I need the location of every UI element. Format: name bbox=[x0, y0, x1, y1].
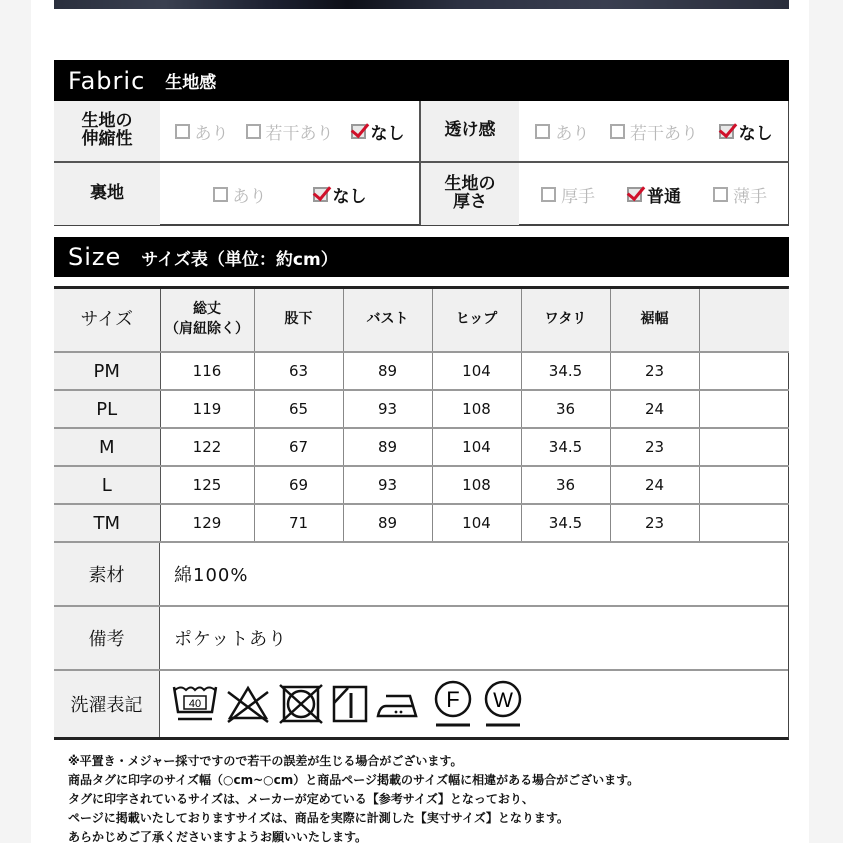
label-line: 伸縮性 bbox=[81, 129, 133, 149]
col-header-length bbox=[160, 289, 254, 352]
size-title-en: Size bbox=[68, 243, 122, 271]
product-photo-bottom-edge bbox=[54, 0, 789, 9]
fabric-options bbox=[160, 101, 419, 161]
col-header-hip: ヒップ bbox=[432, 289, 521, 352]
fabric-label-lining bbox=[54, 163, 160, 225]
remarks-row bbox=[54, 607, 788, 671]
col-header-bust: バスト bbox=[343, 289, 432, 352]
cell-thigh: 36 bbox=[521, 466, 610, 504]
cell-inseam: 71 bbox=[254, 504, 343, 542]
label-line: 裏地 bbox=[90, 183, 124, 204]
cell-hem: 23 bbox=[610, 428, 699, 466]
note-line: ※平置き・メジャー採寸ですので若干の誤差が生じる場合がございます。 bbox=[68, 754, 463, 768]
note-line: 商品タグに印字のサイズ幅（○cm~○cm）と商品ページ掲載のサイズ幅に相違がある場合がございます。 bbox=[68, 773, 640, 787]
label-line: 生地の bbox=[444, 174, 496, 195]
option-label: なし bbox=[332, 186, 367, 207]
product-info-table bbox=[54, 543, 789, 740]
fabric-label-stretch bbox=[54, 101, 160, 161]
table-row bbox=[54, 390, 789, 428]
checkbox-unchecked-icon bbox=[713, 187, 728, 202]
fabric-grid bbox=[54, 101, 789, 226]
fabric-options bbox=[519, 163, 789, 225]
care-label: 洗濯表記 bbox=[54, 671, 160, 737]
fabric-cell-sheerness bbox=[421, 101, 789, 161]
option-normal bbox=[627, 182, 681, 207]
option-label: なし bbox=[370, 123, 405, 144]
cell-length: 122 bbox=[160, 428, 254, 466]
option-label: あり bbox=[194, 123, 229, 144]
option-stretch-slight bbox=[246, 119, 334, 144]
note-line: ページに掲載いたしておりますサイズは、商品を実際に計測した【実寸サイズ】となります。 bbox=[68, 811, 569, 825]
care-row bbox=[54, 671, 788, 737]
checkbox-unchecked-icon bbox=[213, 187, 228, 202]
option-sheer-slight bbox=[610, 119, 698, 144]
checkbox-unchecked-icon bbox=[175, 124, 190, 139]
cell-bust: 89 bbox=[343, 428, 432, 466]
cell-thigh: 34.5 bbox=[521, 352, 610, 390]
header-line: （肩紐除く） bbox=[165, 321, 249, 337]
cell-extra bbox=[699, 352, 789, 390]
checkbox-unchecked-icon bbox=[541, 187, 556, 202]
size-table-header-row bbox=[54, 289, 789, 352]
table-row bbox=[54, 428, 789, 466]
row-size: L bbox=[54, 466, 160, 504]
cell-hip: 108 bbox=[432, 466, 521, 504]
cell-hip: 108 bbox=[432, 390, 521, 428]
row-size: TM bbox=[54, 504, 160, 542]
care-symbols bbox=[160, 671, 524, 737]
iron-medium-icon bbox=[376, 686, 424, 722]
no-tumble-dry-icon bbox=[278, 683, 324, 725]
col-header-thigh: ワタリ bbox=[521, 289, 610, 352]
fabric-cell-lining bbox=[54, 163, 421, 225]
cell-thigh: 34.5 bbox=[521, 428, 610, 466]
option-label: 厚手 bbox=[561, 186, 595, 207]
material-label: 素材 bbox=[54, 543, 160, 605]
cell-extra bbox=[699, 390, 789, 428]
option-thin bbox=[713, 182, 767, 207]
line-dry-shade-icon bbox=[332, 683, 368, 725]
cell-extra bbox=[699, 466, 789, 504]
wash-40-icon bbox=[172, 682, 218, 726]
option-sheer-yes bbox=[535, 119, 589, 144]
svg-text:W: W bbox=[493, 689, 513, 712]
option-sheer-none bbox=[719, 119, 773, 144]
cell-extra bbox=[699, 428, 789, 466]
fabric-label-sheerness bbox=[421, 101, 519, 161]
option-label: 普通 bbox=[647, 186, 681, 207]
cell-hem: 24 bbox=[610, 390, 699, 428]
option-thick bbox=[541, 182, 595, 207]
cell-inseam: 67 bbox=[254, 428, 343, 466]
cell-bust: 89 bbox=[343, 504, 432, 542]
table-row bbox=[54, 466, 789, 504]
table-row bbox=[54, 352, 789, 390]
header-line: 総丈 bbox=[193, 301, 221, 318]
option-label: なし bbox=[738, 123, 773, 144]
option-label: 薄手 bbox=[733, 186, 767, 207]
svg-text:40: 40 bbox=[188, 698, 202, 710]
size-title-ja: サイズ表（単位：約cm） bbox=[141, 249, 338, 270]
note-line: タグに印字されているサイズは、メーカーが定めている【参考サイズ】となっており、 bbox=[68, 792, 534, 806]
option-stretch-yes bbox=[175, 119, 229, 144]
cell-hem: 24 bbox=[610, 466, 699, 504]
cell-thigh: 36 bbox=[521, 390, 610, 428]
row-size: M bbox=[54, 428, 160, 466]
checkbox-checked-icon bbox=[627, 187, 642, 202]
row-size: PL bbox=[54, 390, 160, 428]
label-line: 生地の bbox=[81, 111, 133, 132]
option-label: あり bbox=[555, 123, 590, 144]
size-table bbox=[54, 286, 789, 543]
fabric-row bbox=[54, 101, 789, 163]
material-row bbox=[54, 543, 788, 607]
col-header-extra bbox=[699, 289, 789, 352]
cell-length: 116 bbox=[160, 352, 254, 390]
cell-bust: 93 bbox=[343, 466, 432, 504]
cell-length: 129 bbox=[160, 504, 254, 542]
cell-hip: 104 bbox=[432, 352, 521, 390]
cell-length: 119 bbox=[160, 390, 254, 428]
fabric-label-thickness bbox=[421, 163, 519, 225]
option-label: あり bbox=[232, 186, 267, 207]
no-bleach-icon bbox=[226, 684, 270, 724]
col-header-size: サイズ bbox=[54, 289, 160, 352]
cell-length: 125 bbox=[160, 466, 254, 504]
col-header-inseam: 股下 bbox=[254, 289, 343, 352]
cell-extra bbox=[699, 504, 789, 542]
fabric-cell-stretch bbox=[54, 101, 421, 161]
col-header-hem: 裾幅 bbox=[610, 289, 699, 352]
fabric-cell-thickness bbox=[421, 163, 789, 225]
wet-clean-w-icon bbox=[482, 679, 524, 729]
checkbox-unchecked-icon bbox=[535, 124, 550, 139]
option-stretch-none bbox=[351, 119, 405, 144]
fabric-section-header bbox=[54, 60, 789, 101]
fabric-row bbox=[54, 163, 789, 225]
label-line: 透け感 bbox=[444, 120, 496, 141]
checkbox-checked-icon bbox=[719, 124, 734, 139]
cell-thigh: 34.5 bbox=[521, 504, 610, 542]
size-notes bbox=[68, 752, 639, 843]
cell-inseam: 63 bbox=[254, 352, 343, 390]
option-label: 若干あり bbox=[629, 123, 698, 144]
cell-hip: 104 bbox=[432, 504, 521, 542]
table-row bbox=[54, 504, 789, 542]
cell-hem: 23 bbox=[610, 504, 699, 542]
fabric-title-ja: 生地感 bbox=[165, 73, 217, 93]
option-lining-yes bbox=[213, 182, 267, 207]
fabric-options bbox=[519, 101, 789, 161]
svg-text:F: F bbox=[446, 687, 460, 712]
fabric-options bbox=[160, 163, 419, 225]
remarks-value: ポケットあり bbox=[174, 629, 288, 650]
option-lining-none bbox=[313, 182, 367, 207]
checkbox-checked-icon bbox=[313, 187, 328, 202]
size-section-header bbox=[54, 237, 789, 277]
label-line: 厚さ bbox=[453, 192, 487, 212]
checkbox-checked-icon bbox=[351, 124, 366, 139]
cell-hem: 23 bbox=[610, 352, 699, 390]
cell-hip: 104 bbox=[432, 428, 521, 466]
fabric-title-en: Fabric bbox=[68, 66, 146, 95]
cell-inseam: 69 bbox=[254, 466, 343, 504]
cell-inseam: 65 bbox=[254, 390, 343, 428]
row-size: PM bbox=[54, 352, 160, 390]
note-line: あらかじめご了承くださいますようお願いいたします。 bbox=[68, 830, 368, 843]
material-value: 綿100% bbox=[174, 565, 249, 586]
cell-bust: 89 bbox=[343, 352, 432, 390]
remarks-label: 備考 bbox=[54, 607, 160, 669]
dry-clean-f-icon bbox=[432, 679, 474, 729]
option-label: 若干あり bbox=[265, 123, 334, 144]
checkbox-unchecked-icon bbox=[246, 124, 261, 139]
checkbox-unchecked-icon bbox=[610, 124, 625, 139]
cell-bust: 93 bbox=[343, 390, 432, 428]
